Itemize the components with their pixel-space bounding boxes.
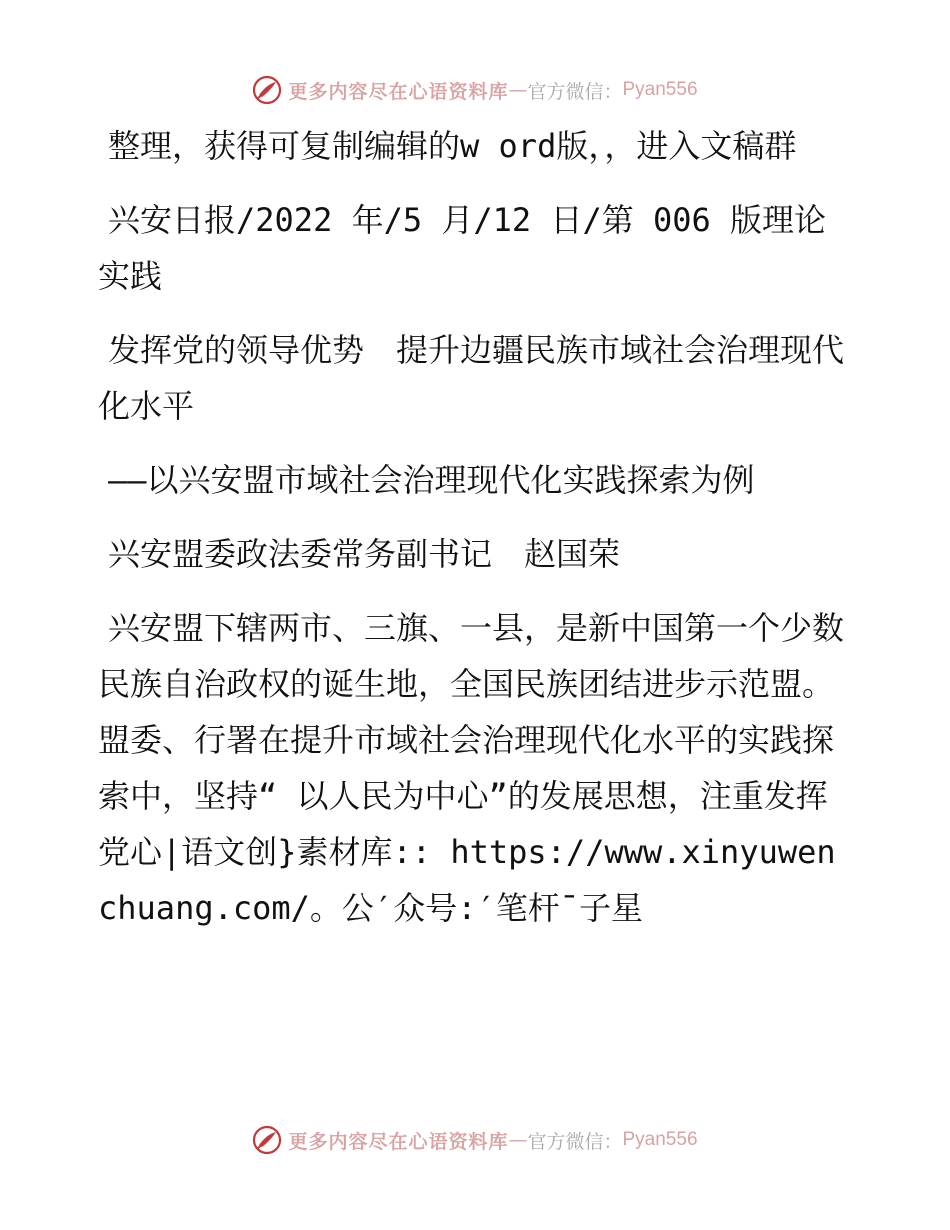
watermark-main-text: 更多内容尽在心语资料库 — [288, 80, 509, 103]
watermark-wechat-id: Pyan556 — [622, 1129, 698, 1150]
book-quill-logo-icon — [252, 1125, 282, 1155]
watermark-main-text: 更多内容尽在心语资料库 — [288, 1130, 509, 1153]
footer-watermark — [0, 1120, 950, 1160]
book-quill-logo-icon — [252, 75, 282, 105]
watermark-wechat-id: Pyan556 — [622, 79, 698, 100]
header-watermark — [0, 70, 950, 110]
source-line: 兴安日报/2022 年/5 月/12 日/第 006 版理论实践 — [98, 201, 827, 295]
watermark-official-label: 官方微信： — [527, 80, 623, 103]
watermark-dash: — — [508, 79, 528, 101]
intro-note: 整理，获得可复制编辑的w ord版，，进入文稿群 — [108, 127, 797, 165]
article-title: 发挥党的领导优势 提升边疆民族市域社会治理现代化水平 — [98, 331, 845, 425]
body-paragraph: 兴安盟下辖两市、三旗、一县，是新中国第一个少数民族自治政权的诞生地，全国民族团结进步示范盟。盟委、行署在提升市域社会治理现代化水平的实践探索中，坚持“ 以人民为中心”的发展思想，注重发挥党心|语文创}素材库:: https://www.xinyuwenchuang.com/。公′众号:′笔杆¯子星 — [98, 609, 845, 927]
watermark-dash: — — [508, 1129, 528, 1151]
watermark-official-label: 官方微信： — [527, 1130, 623, 1153]
author-line: 兴安盟委政法委常务副书记 赵国荣 — [108, 535, 621, 573]
article-subtitle: ——以兴安盟市域社会治理现代化实践探索为例 — [108, 461, 755, 499]
document-body — [98, 118, 853, 954]
